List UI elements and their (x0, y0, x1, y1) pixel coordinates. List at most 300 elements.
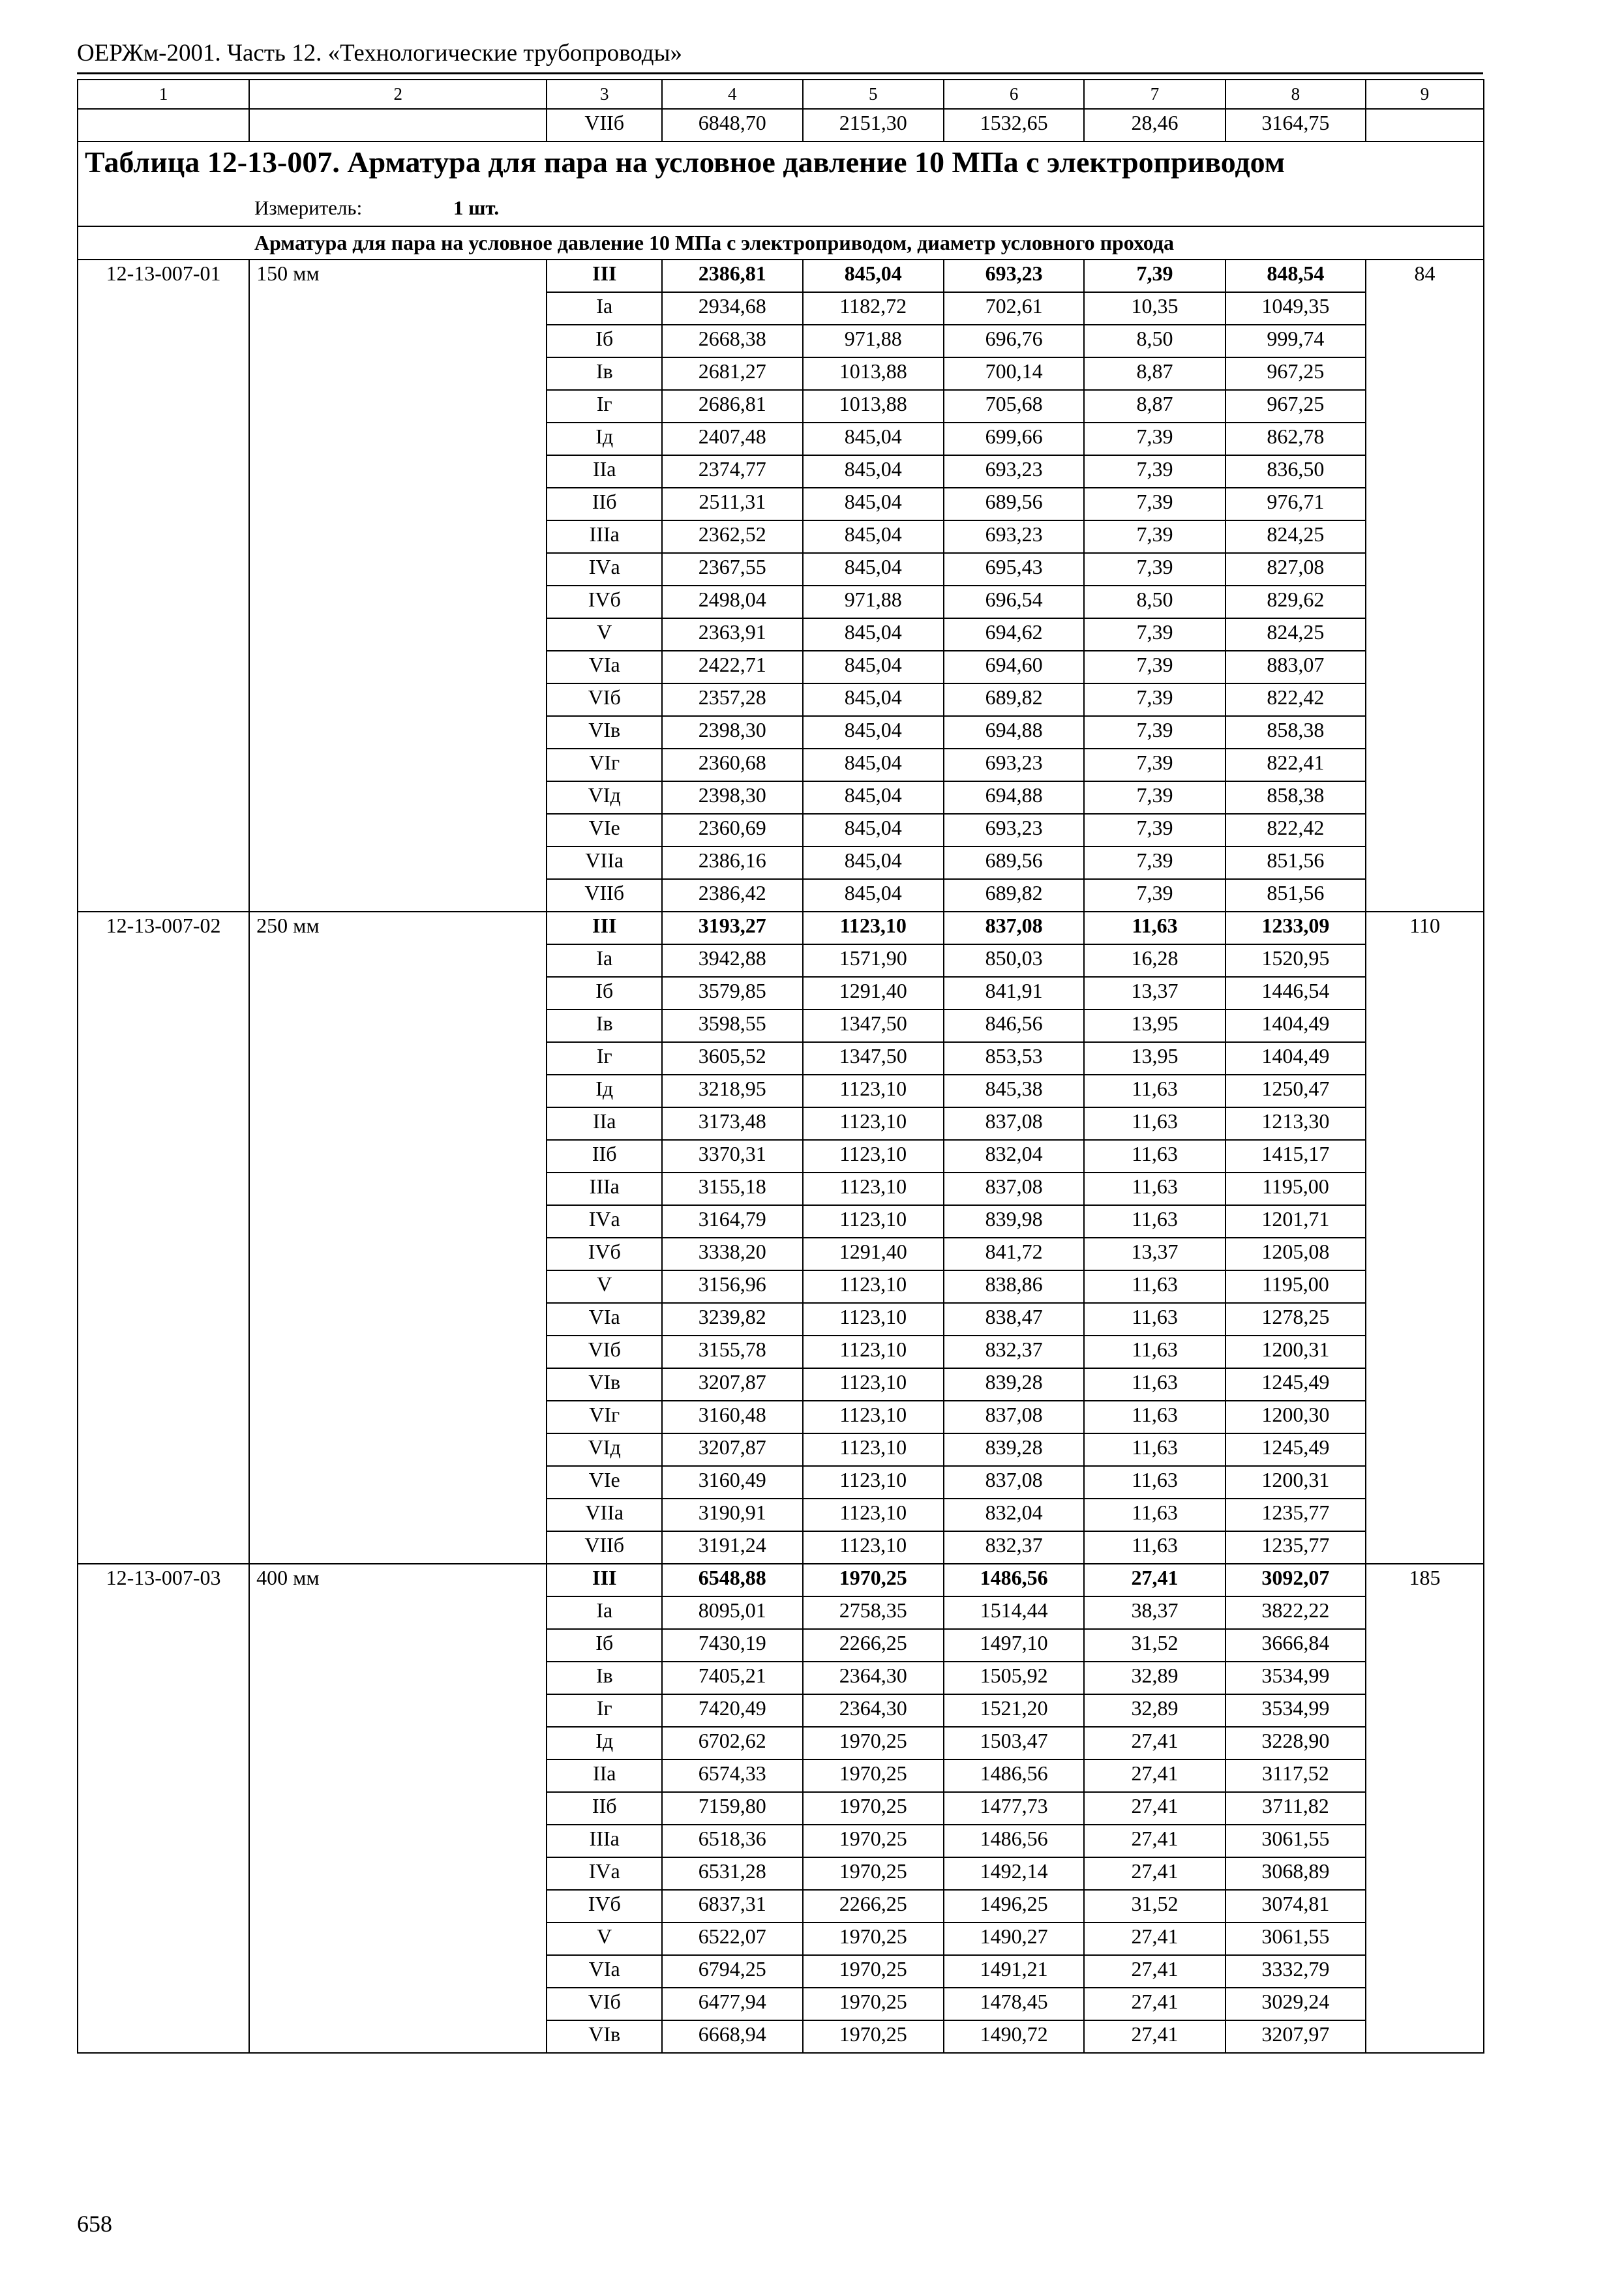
value-cell: 7420,49 (662, 1694, 802, 1727)
zone-cell: IIб (547, 1792, 662, 1825)
value-cell: 2364,30 (803, 1662, 944, 1694)
zone-cell: IVб (547, 1238, 662, 1270)
value-cell: 845,04 (803, 260, 944, 292)
value-cell: 1123,10 (803, 1336, 944, 1368)
value-cell: 2511,31 (662, 488, 802, 520)
value-cell: 1250,47 (1226, 1075, 1366, 1107)
value-cell: 11,63 (1084, 1205, 1225, 1238)
column-number: 8 (1226, 80, 1366, 109)
header-rule (77, 72, 1483, 74)
value-cell: 6531,28 (662, 1857, 802, 1890)
value-cell: 693,23 (944, 455, 1084, 488)
value-cell: 2360,69 (662, 814, 802, 846)
value-cell: 6848,70 (662, 109, 802, 142)
value-cell: 971,88 (803, 586, 944, 618)
value-cell: 31,52 (1084, 1890, 1225, 1922)
column-number: 6 (944, 80, 1084, 109)
zone-cell: VIIа (547, 846, 662, 879)
value-cell: 693,23 (944, 520, 1084, 553)
zone-cell: VIб (547, 1336, 662, 1368)
nominal-diameter: 250 мм (249, 912, 547, 1564)
value-cell: 858,38 (1226, 716, 1366, 749)
value-cell: 1201,71 (1226, 1205, 1366, 1238)
value-cell: 7,39 (1084, 553, 1225, 586)
zone-cell: VIе (547, 814, 662, 846)
diameter-cell (249, 109, 547, 142)
value-cell: 3164,79 (662, 1205, 802, 1238)
zone-cell: IVб (547, 586, 662, 618)
value-cell: 1200,30 (1226, 1401, 1366, 1433)
value-cell: 11,63 (1084, 1401, 1225, 1433)
value-cell: 845,04 (803, 423, 944, 455)
value-cell: 1347,50 (803, 1042, 944, 1075)
value-cell: 850,03 (944, 944, 1084, 977)
value-cell: 832,04 (944, 1499, 1084, 1531)
zone-cell: Iб (547, 325, 662, 357)
value-cell: 1123,10 (803, 1173, 944, 1205)
value-cell: 693,23 (944, 749, 1084, 781)
value-cell: 3534,99 (1226, 1662, 1366, 1694)
value-cell: 27,41 (1084, 1792, 1225, 1825)
value-cell: 2363,91 (662, 618, 802, 651)
value-cell: 8,87 (1084, 357, 1225, 390)
value-cell: 31,52 (1084, 1629, 1225, 1662)
value-cell: 6548,88 (662, 1564, 802, 1596)
zone-cell: Iд (547, 1727, 662, 1759)
value-cell: 7,39 (1084, 618, 1225, 651)
value-cell: 11,63 (1084, 1303, 1225, 1336)
value-cell: 1123,10 (803, 1270, 944, 1303)
value-cell: 3155,78 (662, 1336, 802, 1368)
value-cell: 3173,48 (662, 1107, 802, 1140)
value-cell: 1013,88 (803, 357, 944, 390)
value-cell: 845,04 (803, 651, 944, 683)
value-cell: 694,60 (944, 651, 1084, 683)
value-cell: 705,68 (944, 390, 1084, 423)
value-cell: 11,63 (1084, 1336, 1225, 1368)
value-cell: 822,42 (1226, 814, 1366, 846)
value-cell: 11,63 (1084, 1173, 1225, 1205)
value-cell: 1514,44 (944, 1596, 1084, 1629)
zone-cell: IVа (547, 1205, 662, 1238)
value-cell: 1123,10 (803, 1531, 944, 1564)
value-cell: 7,39 (1084, 260, 1225, 292)
rates-table (77, 79, 1484, 2054)
value-cell: 1970,25 (803, 1955, 944, 1988)
rate-groups (78, 260, 1484, 2053)
value-cell: 1123,10 (803, 1140, 944, 1173)
zone-cell: III (547, 912, 662, 944)
value-cell: 11,63 (1084, 1075, 1225, 1107)
value-cell: 838,86 (944, 1270, 1084, 1303)
value-cell: 27,41 (1084, 1988, 1225, 2020)
value-cell: 694,88 (944, 781, 1084, 814)
value-cell: 6522,07 (662, 1922, 802, 1955)
value-cell: 832,37 (944, 1531, 1084, 1564)
value-cell: 1235,77 (1226, 1499, 1366, 1531)
value-cell: 3822,22 (1226, 1596, 1366, 1629)
value-cell: 827,08 (1226, 553, 1366, 586)
value-cell: 1491,21 (944, 1955, 1084, 1988)
value-cell: 7,39 (1084, 423, 1225, 455)
value-cell: 841,91 (944, 977, 1084, 1010)
value-cell: 700,14 (944, 357, 1084, 390)
value-cell: 8095,01 (662, 1596, 802, 1629)
value-cell: 6794,25 (662, 1955, 802, 1988)
value-cell: 27,41 (1084, 2020, 1225, 2053)
value-cell: 696,54 (944, 586, 1084, 618)
value-cell: 1497,10 (944, 1629, 1084, 1662)
value-cell: 824,25 (1226, 520, 1366, 553)
value-cell: 845,04 (803, 879, 944, 912)
value-cell: 846,56 (944, 1010, 1084, 1042)
value-cell: 1347,50 (803, 1010, 944, 1042)
table-title: Таблица 12-13-007. Арматура для пара на условное давление 10 МПа с электроприводом (78, 142, 1484, 194)
value-cell: 845,04 (803, 488, 944, 520)
zone-cell: V (547, 1270, 662, 1303)
value-cell: 3029,24 (1226, 1988, 1366, 2020)
zone-cell: VIа (547, 1955, 662, 1988)
value-cell: 3207,87 (662, 1433, 802, 1466)
value-cell: 3156,96 (662, 1270, 802, 1303)
value-cell: 3239,82 (662, 1303, 802, 1336)
value-cell: 7405,21 (662, 1662, 802, 1694)
value-cell: 3092,07 (1226, 1564, 1366, 1596)
zone-cell: VIIб (547, 109, 662, 142)
unit-value: 1 шт. (453, 196, 500, 219)
rate-code: 12-13-007-03 (78, 1564, 249, 2053)
value-cell: 1278,25 (1226, 1303, 1366, 1336)
value-cell: 7,39 (1084, 879, 1225, 912)
value-cell: 3074,81 (1226, 1890, 1366, 1922)
value-cell: 845,04 (803, 781, 944, 814)
subheading-row (78, 226, 1484, 260)
value-cell: 829,62 (1226, 586, 1366, 618)
value-cell: 2398,30 (662, 781, 802, 814)
value-cell: 7,39 (1084, 716, 1225, 749)
value-cell: 6574,33 (662, 1759, 802, 1792)
value-cell: 2386,42 (662, 879, 802, 912)
value-cell: 6518,36 (662, 1825, 802, 1857)
value-cell: 1291,40 (803, 977, 944, 1010)
value-cell: 1123,10 (803, 1401, 944, 1433)
value-cell: 11,63 (1084, 1433, 1225, 1466)
value-cell: 1490,72 (944, 2020, 1084, 2053)
zone-cell: Iб (547, 977, 662, 1010)
value-cell: 2398,30 (662, 716, 802, 749)
zone-cell: VIе (547, 1466, 662, 1499)
value-cell: 2934,68 (662, 292, 802, 325)
value-cell: 8,50 (1084, 586, 1225, 618)
value-cell: 836,50 (1226, 455, 1366, 488)
value-cell: 1520,95 (1226, 944, 1366, 977)
zone-cell: Iг (547, 390, 662, 423)
value-cell: 11,63 (1084, 912, 1225, 944)
value-cell: 1123,10 (803, 1205, 944, 1238)
value-cell: 3068,89 (1226, 1857, 1366, 1890)
value-cell: 3218,95 (662, 1075, 802, 1107)
value-cell: 7,39 (1084, 749, 1225, 781)
value-cell: 851,56 (1226, 879, 1366, 912)
value-cell: 976,71 (1226, 488, 1366, 520)
value-cell: 1970,25 (803, 1922, 944, 1955)
value-cell: 1970,25 (803, 1759, 944, 1792)
value-cell: 1970,25 (803, 1857, 944, 1890)
zone-cell: VIIа (547, 1499, 662, 1531)
value-cell: 2367,55 (662, 553, 802, 586)
value-cell: 2357,28 (662, 683, 802, 716)
value-cell: 2364,30 (803, 1694, 944, 1727)
table-row (78, 1564, 1484, 1596)
value-cell: 3605,52 (662, 1042, 802, 1075)
value-cell: 858,38 (1226, 781, 1366, 814)
value-cell: 3061,55 (1226, 1825, 1366, 1857)
value-cell: 837,08 (944, 912, 1084, 944)
value-cell: 837,08 (944, 1107, 1084, 1140)
zone-cell: IIIа (547, 520, 662, 553)
value-cell: 822,42 (1226, 683, 1366, 716)
zone-cell: VIд (547, 1433, 662, 1466)
zone-cell: Iб (547, 1629, 662, 1662)
value-cell: 1195,00 (1226, 1173, 1366, 1205)
value-cell: 1200,31 (1226, 1466, 1366, 1499)
value-cell: 1123,10 (803, 1107, 944, 1140)
value-cell: 999,74 (1226, 325, 1366, 357)
value-cell: 845,04 (803, 683, 944, 716)
value-cell: 3598,55 (662, 1010, 802, 1042)
zone-cell: IIIа (547, 1825, 662, 1857)
zone-cell: Iг (547, 1042, 662, 1075)
value-cell: 689,56 (944, 846, 1084, 879)
value-cell: 3207,97 (1226, 2020, 1366, 2053)
value-cell: 689,82 (944, 879, 1084, 912)
value-cell: 862,78 (1226, 423, 1366, 455)
value-cell: 1195,00 (1226, 1270, 1366, 1303)
value-cell: 837,08 (944, 1173, 1084, 1205)
value-cell: 2686,81 (662, 390, 802, 423)
value-cell: 27,41 (1084, 1857, 1225, 1890)
value-cell: 1505,92 (944, 1662, 1084, 1694)
value-cell: 32,89 (1084, 1662, 1225, 1694)
page-number: 658 (77, 2211, 112, 2237)
zone-cell: Iа (547, 944, 662, 977)
value-cell: 2266,25 (803, 1629, 944, 1662)
zone-cell: III (547, 260, 662, 292)
value-cell: 3228,90 (1226, 1727, 1366, 1759)
zone-cell: VIб (547, 683, 662, 716)
value-cell: 1404,49 (1226, 1042, 1366, 1075)
value-cell: 8,87 (1084, 390, 1225, 423)
value-cell: 845,04 (803, 553, 944, 586)
carryover-row (78, 109, 1484, 142)
column-number: 1 (78, 80, 249, 109)
value-cell: 971,88 (803, 325, 944, 357)
zone-cell: VIIб (547, 879, 662, 912)
value-cell: 845,04 (803, 716, 944, 749)
value-cell: 845,04 (803, 520, 944, 553)
value-cell: 1235,77 (1226, 1531, 1366, 1564)
unit-cell (78, 194, 1484, 226)
value-cell: 3666,84 (1226, 1629, 1366, 1662)
page-header: ОЕРЖм-2001. Часть 12. «Технологические трубопроводы» (77, 40, 682, 67)
value-cell: 8,50 (1084, 325, 1225, 357)
column-number: 7 (1084, 80, 1225, 109)
value-cell: 693,23 (944, 260, 1084, 292)
value-cell: 1245,49 (1226, 1433, 1366, 1466)
value-cell: 6477,94 (662, 1988, 802, 2020)
value-cell: 694,88 (944, 716, 1084, 749)
value-cell: 1123,10 (803, 912, 944, 944)
value-cell: 1970,25 (803, 1988, 944, 2020)
value-cell: 695,43 (944, 553, 1084, 586)
value-cell: 1571,90 (803, 944, 944, 977)
value-cell: 3191,24 (662, 1531, 802, 1564)
value-cell: 11,63 (1084, 1499, 1225, 1531)
value-cell: 3117,52 (1226, 1759, 1366, 1792)
value-cell: 699,66 (944, 423, 1084, 455)
value-cell: 1486,56 (944, 1759, 1084, 1792)
value-cell: 837,08 (944, 1466, 1084, 1499)
value-cell: 1477,73 (944, 1792, 1084, 1825)
value-cell: 845,38 (944, 1075, 1084, 1107)
value-cell: 824,25 (1226, 618, 1366, 651)
value-cell: 3370,31 (662, 1140, 802, 1173)
value-cell: 694,62 (944, 618, 1084, 651)
zone-cell: IVа (547, 1857, 662, 1890)
zone-cell: VIб (547, 1988, 662, 2020)
value-cell: 6837,31 (662, 1890, 802, 1922)
zone-cell: V (547, 1922, 662, 1955)
table-row (78, 260, 1484, 292)
value-cell: 7,39 (1084, 651, 1225, 683)
column-number: 9 (1366, 80, 1484, 109)
zone-cell: IIа (547, 455, 662, 488)
value-cell: 3942,88 (662, 944, 802, 977)
value-cell: 3155,18 (662, 1173, 802, 1205)
value-cell: 2386,81 (662, 260, 802, 292)
value-cell: 841,72 (944, 1238, 1084, 1270)
zone-cell: VIг (547, 1401, 662, 1433)
value-cell: 7,39 (1084, 520, 1225, 553)
value-cell: 27,41 (1084, 1759, 1225, 1792)
zone-cell: VIд (547, 781, 662, 814)
value-cell: 1486,56 (944, 1825, 1084, 1857)
value-cell: 845,04 (803, 814, 944, 846)
value-cell: 832,04 (944, 1140, 1084, 1173)
column-number: 3 (547, 80, 662, 109)
zone-cell: IIб (547, 1140, 662, 1173)
value-cell: 3190,91 (662, 1499, 802, 1531)
value-cell: 1245,49 (1226, 1368, 1366, 1401)
value-cell: 7,39 (1084, 781, 1225, 814)
value-cell: 3711,82 (1226, 1792, 1366, 1825)
value-cell: 845,04 (803, 749, 944, 781)
value-cell: 11,63 (1084, 1531, 1225, 1564)
value-cell: 1970,25 (803, 1727, 944, 1759)
value-cell: 3160,48 (662, 1401, 802, 1433)
value-cell: 832,37 (944, 1336, 1084, 1368)
value-cell: 1233,09 (1226, 912, 1366, 944)
value-cell: 32,89 (1084, 1694, 1225, 1727)
value-cell: 3160,49 (662, 1466, 802, 1499)
value-cell: 848,54 (1226, 260, 1366, 292)
value-cell: 7,39 (1084, 814, 1225, 846)
value-cell: 16,28 (1084, 944, 1225, 977)
value-cell: 845,04 (803, 455, 944, 488)
value-cell: 7,39 (1084, 683, 1225, 716)
value-cell: 696,76 (944, 325, 1084, 357)
column-9-value: 110 (1366, 912, 1484, 1564)
value-cell: 28,46 (1084, 109, 1225, 142)
value-cell: 1200,31 (1226, 1336, 1366, 1368)
table-title-row (78, 142, 1484, 194)
value-cell: 3207,87 (662, 1368, 802, 1401)
zone-cell: IIа (547, 1759, 662, 1792)
column-number-row (78, 80, 1484, 109)
value-cell: 11,63 (1084, 1270, 1225, 1303)
unit-label: Измеритель: (254, 196, 363, 219)
value-cell: 1205,08 (1226, 1238, 1366, 1270)
value-cell: 1123,10 (803, 1303, 944, 1336)
value-cell: 1446,54 (1226, 977, 1366, 1010)
value-cell: 27,41 (1084, 1922, 1225, 1955)
value-cell: 2151,30 (803, 109, 944, 142)
value-cell: 1970,25 (803, 1564, 944, 1596)
zone-cell: Iа (547, 1596, 662, 1629)
zone-cell: IVа (547, 553, 662, 586)
rate-code: 12-13-007-02 (78, 912, 249, 1564)
value-cell: 2386,16 (662, 846, 802, 879)
value-cell: 2422,71 (662, 651, 802, 683)
value-cell: 1970,25 (803, 2020, 944, 2053)
value-cell: 1123,10 (803, 1433, 944, 1466)
value-cell: 702,61 (944, 292, 1084, 325)
value-cell: 11,63 (1084, 1140, 1225, 1173)
column-9-value: 84 (1366, 260, 1484, 912)
value-cell: 3534,99 (1226, 1694, 1366, 1727)
value-cell: 822,41 (1226, 749, 1366, 781)
table-row (78, 912, 1484, 944)
value-cell: 1486,56 (944, 1564, 1084, 1596)
value-cell: 13,37 (1084, 1238, 1225, 1270)
value-cell: 3193,27 (662, 912, 802, 944)
value-cell: 837,08 (944, 1401, 1084, 1433)
zone-cell: V (547, 618, 662, 651)
value-cell: 1496,25 (944, 1890, 1084, 1922)
value-cell: 7,39 (1084, 455, 1225, 488)
unit-row (78, 194, 1484, 226)
value-cell: 2360,68 (662, 749, 802, 781)
value-cell: 27,41 (1084, 1564, 1225, 1596)
value-cell: 11,63 (1084, 1466, 1225, 1499)
value-cell: 27,41 (1084, 1727, 1225, 1759)
value-cell: 6702,62 (662, 1727, 802, 1759)
value-cell: 6668,94 (662, 2020, 802, 2053)
value-cell: 11,63 (1084, 1107, 1225, 1140)
code-cell (78, 109, 249, 142)
column-number: 2 (249, 80, 547, 109)
zone-cell: Iв (547, 357, 662, 390)
table-subheading: Арматура для пара на условное давление 10 МПа с электроприводом, диаметр условного прохода (78, 226, 1484, 260)
column-number: 4 (662, 80, 802, 109)
zone-cell: Iв (547, 1662, 662, 1694)
value-cell: 1521,20 (944, 1694, 1084, 1727)
column-9-value: 185 (1366, 1564, 1484, 2053)
value-cell: 689,82 (944, 683, 1084, 716)
zone-cell: VIIб (547, 1531, 662, 1564)
value-cell: 7,39 (1084, 846, 1225, 879)
value-cell: 13,37 (1084, 977, 1225, 1010)
